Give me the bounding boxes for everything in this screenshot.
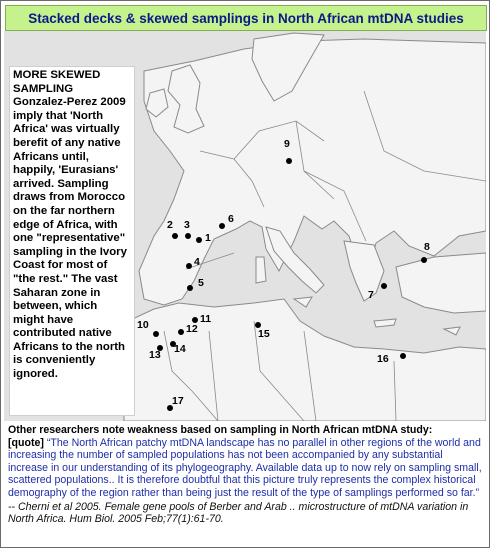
site-label-3: 3: [184, 219, 190, 231]
site-dot-10: [153, 331, 159, 337]
site-dot-5: [187, 285, 193, 291]
site-label-13: 13: [149, 349, 161, 361]
title-banner: [5, 5, 487, 31]
site-label-15: 15: [258, 328, 270, 340]
site-dot-9: [286, 158, 292, 164]
site-label-4: 4: [194, 256, 200, 268]
map-area: [4, 31, 486, 421]
site-dot-6: [219, 223, 225, 229]
site-dot-7: [381, 283, 387, 289]
site-dot-8: [421, 257, 427, 263]
site-label-12: 12: [186, 323, 198, 335]
site-label-9: 9: [284, 138, 290, 150]
site-dot-12: [178, 329, 184, 335]
quote-tag: [quote]: [8, 436, 47, 449]
site-dot-1: [196, 237, 202, 243]
sardinia: [256, 257, 266, 283]
site-label-5: 5: [198, 277, 204, 289]
site-dot-16: [400, 353, 406, 359]
site-label-17: 17: [172, 395, 184, 407]
site-label-10: 10: [137, 319, 149, 331]
site-label-8: 8: [424, 241, 430, 253]
bottom-panel: [4, 422, 486, 546]
site-label-2: 2: [167, 219, 173, 231]
caption-heading: MORE SKEWED SAMPLING: [13, 69, 101, 95]
bottom-heading: Other researchers note weakness based on sampling in North African mtDNA study:: [8, 424, 433, 436]
site-label-11: 11: [200, 313, 212, 325]
site-label-6: 6: [228, 213, 234, 225]
citation: -- Cherni et al 2005. Female gene pools of Berber and Arab .. microstructure of mtDNA variation in North Africa. Hum Biol. 2005 Feb;77(1):61-70.: [8, 500, 469, 526]
site-label-14: 14: [174, 343, 186, 355]
caption-body: Gonzalez-Perez 2009 imply that 'North Africa' was virtually berefit of any native Africans until, happily, 'Eurasians' arrived. Sampling draws from Morocco on the far northern edge of Africa, with one "representative" sampling in the Ivory Coast for most of "the rest." The vast Saharan zone in between, which might have contributed native Africans to the north is conveniently ignored.: [13, 96, 127, 381]
site-dot-2: [172, 233, 178, 239]
site-dot-4: [186, 263, 192, 269]
site-dot-3: [185, 233, 191, 239]
caption-box: [9, 66, 135, 416]
quote-text: “The North African patchy mtDNA landscape has no parallel in other regions of the world and increasing the number of sampled populations has not been accompanied by any substantial increase in our understanding of its phylogeography. Available data up to now rely on sampling small, scattered populations.. It is therefore doubtful that this picture truly represents the complex historical demography of the region rather than being just the result of the type of samplings performed so far.”: [8, 436, 482, 499]
site-label-1: 1: [205, 232, 211, 244]
page-title: Stacked decks & skewed samplings in North African mtDNA studies: [28, 10, 464, 26]
site-label-7: 7: [368, 289, 374, 301]
site-label-16: 16: [377, 353, 389, 365]
